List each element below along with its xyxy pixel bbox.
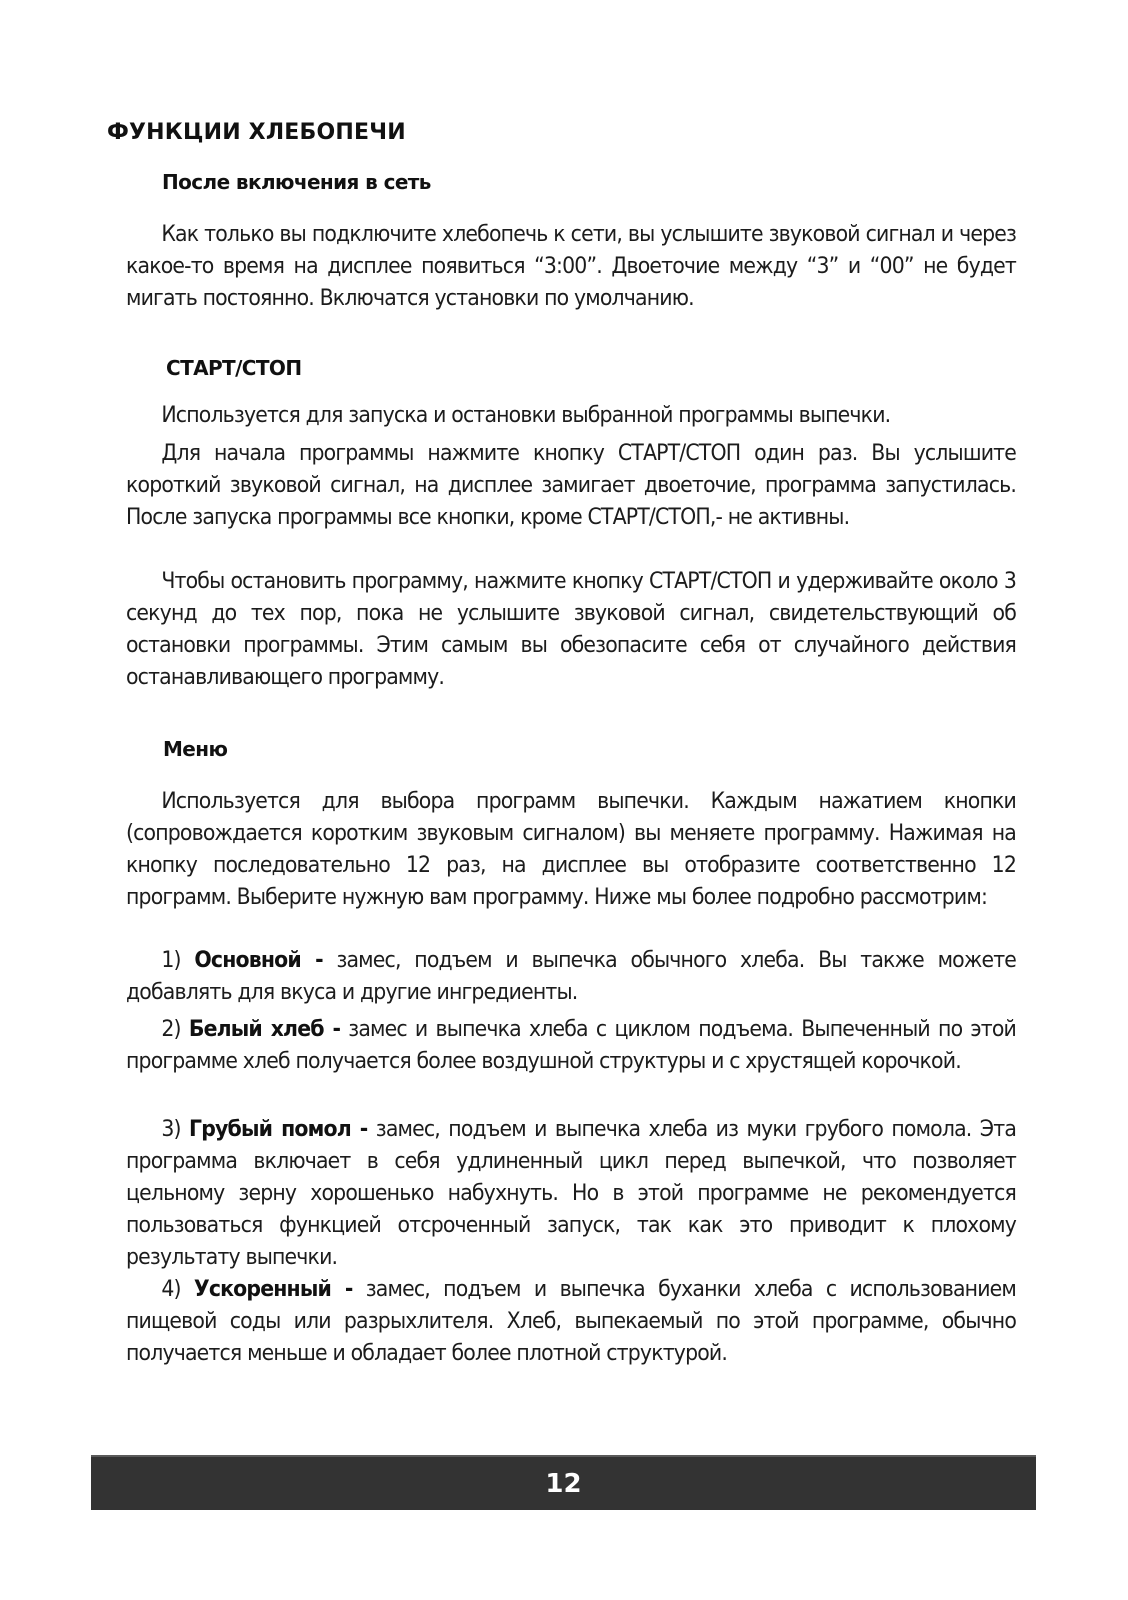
program-item — [126, 1114, 1016, 1274]
footer-bar — [91, 1455, 1036, 1510]
section-heading-power-on: После включения в сеть — [162, 170, 431, 194]
program-name: Белый хлеб - — [188, 1017, 341, 1042]
program-name: Основной - — [194, 948, 323, 973]
program-description: замес, подъем и выпечка хлеба из муки грубого помола. Эта программа включает в себя удлиненный цикл перед выпечкой, что позволяет цельному зерну хорошенько набухнуть. Но в этой программе не рекомендуется пользоваться функцией отсроченный запуск, так как это приводит к плохому результату выпечки. — [126, 1117, 1017, 1270]
page-title: ФУНКЦИИ ХЛЕБОПЕЧИ — [107, 120, 406, 145]
program-description: замес и выпечка хлеба с циклом подъема. Выпеченный по этой программе хлеб получается более воздушной структуры и с хрустящей корочкой. — [126, 1017, 1017, 1074]
program-description: замес, подъем и выпечка обычного хлеба. Вы также можете добавлять для вкуса и другие ингредиенты. — [126, 948, 1017, 1005]
program-number: 1) — [161, 948, 181, 973]
program-name: Ускоренный - — [193, 1277, 353, 1302]
program-number: 3) — [161, 1117, 181, 1142]
paragraph-start-stop-start: Для начала программы нажмите кнопку СТАРТ/СТОП один раз. Вы услышите короткий звуковой сигнал, на дисплее замигает двоеточие, программа запустилась. После запуска программы все кнопки, кроме СТАРТ/СТОП,- не активны. — [126, 441, 1017, 530]
program-name: Грубый помол - — [189, 1117, 368, 1142]
program-number: 2) — [161, 1017, 181, 1042]
program-item — [126, 1274, 1016, 1370]
program-item — [126, 1014, 1016, 1078]
paragraph-start-stop-purpose: Используется для запуска и остановки выбранной программы выпечки. — [161, 403, 891, 428]
paragraph-menu-intro: Используется для выбора программ выпечки. Каждым нажатием кнопки (сопровождается коротким звуковым сигналом) вы меняете программу. Нажимая на кнопку последовательно 12 раз, на дисплее вы отобразите соответственно 12 программ. Выберите нужную вам программу. Ниже мы более подробно рассмотрим: — [126, 789, 1017, 910]
paragraph-start-stop-stop: Чтобы остановить программу, нажмите кнопку СТАРТ/СТОП и удерживайте около 3 секунд до тех пор, пока не услышите звуковой сигнал, свидетельствующий об остановки программы. Этим самым вы обезопасите себя от случайного действия останавливающего программу. — [126, 569, 1017, 690]
paragraph-power-on: Как только вы подключите хлебопечь к сети, вы услышите звуковой сигнал и через какое-то время на дисплее появиться “3:00”. Двоеточие между “3” и “00” не будет мигать постоянно. Включатся установки по умолчанию. — [126, 222, 1017, 311]
program-item — [126, 945, 1016, 1009]
program-description: замес, подъем и выпечка буханки хлеба с использованием пищевой соды или разрыхлителя. Хлеб, выпекаемый по этой программе, обычно получается меньше и обладает более плотной структурой. — [126, 1277, 1017, 1366]
section-heading-menu: Меню — [163, 737, 228, 761]
section-heading-start-stop: СТАРТ/СТОП — [166, 356, 302, 380]
program-number: 4) — [161, 1277, 181, 1302]
page-number: 12 — [545, 1468, 582, 1499]
